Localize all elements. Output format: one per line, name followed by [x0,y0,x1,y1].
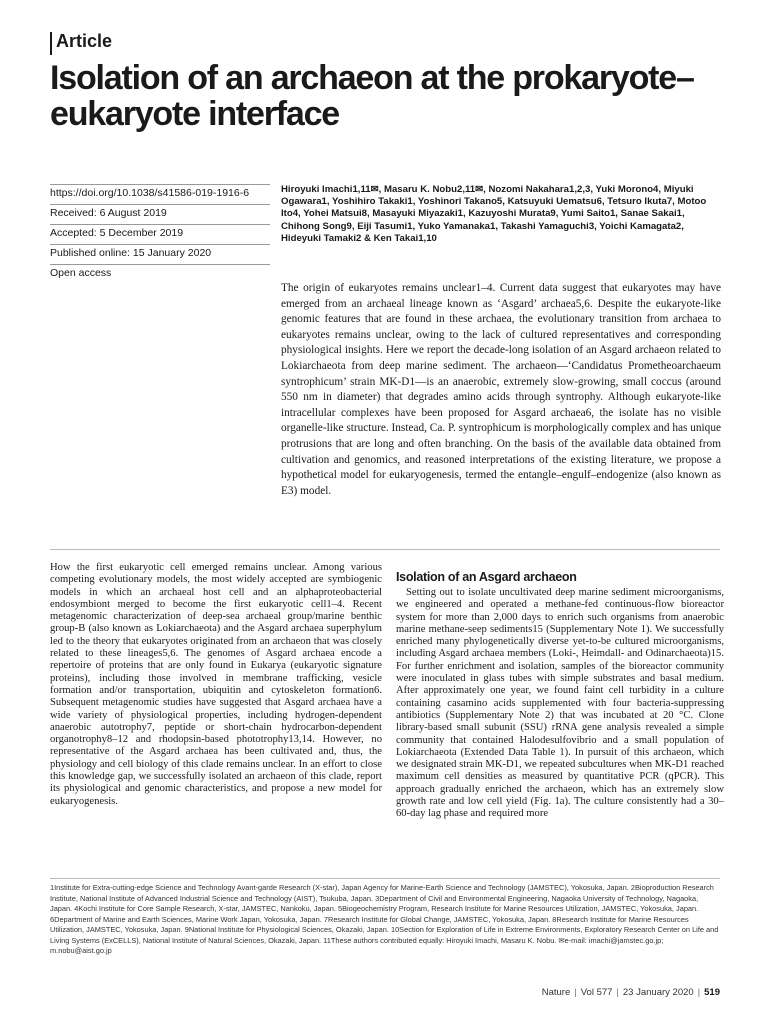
published-date: Published online: 15 January 2020 [50,244,270,261]
section-divider [50,549,720,550]
paper-title: Isolation of an archaeon at the prokaryote–eukaryote interface [50,59,694,133]
section-heading: Isolation of an Asgard archaeon [396,570,577,584]
section-body: Setting out to isolate uncultivated deep marine sediment microorganisms, we engineered and operated a methane-fed continuous-flow bioreactor system for more than 2,000 days to enrich such organisms from anaerobic marine methane-seep sediments15 (Supplementary Note 1). We successfully enriched many phylogenetically diverse yet-to-be cultured microorganisms, including Asgard archaea members (Loki-, Heimdall- and Odinarchaeota)15. For further enrichment and isolation, samples of the bioreactor community were inoculated in glass tubes with simple substrates and basal medium. After approximately one year, we found faint cell turbidity in a culture containing casamino acids supplemented with four bacteria-suppressing antibiotics (Supplementary Note 2) that was incubated at 20 °C. Clone library-based small subunit (SSU) rRNA gene analysis revealed a simple community that contained Halodesulfovibrio and a small population of Lokiarchaeota (Extended Data Table 1). In pursuit of this archaeon, which we designated strain MK-D1, we repeated subcultures when MK-D1 reached maximum cell densities as measured by quantitative PCR (qPCR). This approach gradually enriched the archaeon, which has an extremely slow growth rate and low cell yield (Fig. 1a). The culture consistently had a 30–60-day lag phase and required more [396,587,724,820]
header-rule [50,32,52,55]
article-metadata [50,184,270,281]
journal-name: Nature [541,987,571,998]
volume: Vol 577 [580,987,613,998]
doi-link[interactable]: https://doi.org/10.1038/s41586-019-1916-6 [50,184,270,201]
page-number: 519 [704,987,720,998]
intro-paragraph: How the first eukaryotic cell emerged remains unclear. Among various competing evolutionary models, the most widely accepted are symbiogenic models in which an archaeal host cell and an alphaproteobacterial endosymbiont merged to become the first eukaryotic cell1–4. Recent metagenomic characterization of deep-sea archaeal group/marine benthic group-B (also known as Lokiarchaeota) and the Asgard archaea superphylum led to the theory that eukaryotes originated from an archaeon that was closely related to these lineages5,6. The genomes of Asgard archaea encode a repertoire of proteins that are only found in Eukarya (eukaryotic signature proteins), including those involved in membrane trafficking, vesicle formation and/or transportation, ubiquitin and cytoskeleton formation6. Subsequent metagenomic studies have suggested that Asgard archaea have a wide variety of physiological properties, including hydrogen-dependent anaerobic autotrophy7, peptide or short-chain hydrocarbon-dependent organotrophy8–12 and rhodopsin-based phototrophy13,14. However, no representative of the Asgard archaea has been cultivated and, thus, the physiology and cell biology of this clade remains unclear. In an effort to close this knowledge gap, we successfully isolated an archaeon of this clade, report its physiological and genomic characteristics, and propose a new model for eukaryogenesis. [50,562,382,807]
page-footer: Nature | Vol 577 | 23 January 2020 | 519 [541,987,720,998]
article-type-label: Article [56,31,113,51]
footnote-divider [50,878,720,879]
issue-date: 23 January 2020 [622,987,694,998]
accepted-date: Accepted: 5 December 2019 [50,224,270,241]
author-list: Hiroyuki Imachi1,11✉, Masaru K. Nobu2,11✉, Nozomi Nakahara1,2,3, Yuki Morono4, Miyuki Ogawara1, Yoshihiro Takaki1, Yoshinori Takano5, Katsuyuki Uematsu6, Tetsuro Ikuta7, Motoo Ito4, Yohei Matsui8, Masayuki Miyazaki1, Kazuyoshi Murata9, Yumi Saito1, Sanae Sakai1, Chihong Song9, Eiji Tasumi1, Yuko Yamanaka1, Takashi Yamaguchi3, Yoichi Kamagata2, Hideyuki Tamaki2 & Ken Takai1,10 [281,184,707,244]
open-access-label[interactable]: Open access [50,264,270,281]
affiliations-footnote: 1Institute for Extra-cutting-edge Science and Technology Avant-garde Research (X-star), Japan Agency for Marine-Earth Science and Technology (JAMSTEC), Yokosuka, Japan. 2Bioproduction Research Institute, National Institute of Advanced Industrial Science and Technology (AIST), Tsukuba, Japan. 3Department of Civil and Environmental Engineering, Nagaoka University of Technology, Nagaoka, Japan. 4Kochi Institute for Core Sample Research, X-star, JAMSTEC, Nankoku, Japan. 5Biogeochemistry Program, Research Institute for Marine Resources Utilization, JAMSTEC, Yokosuka, Japan. 6Department of Marine and Earth Sciences, Marine Work Japan, Yokosuka, Japan. 7Research Institute for Global Change, JAMSTEC, Yokosuka, Japan. 8Research Institute for Marine Resources Utilization, JAMSTEC, Yokosuka, Japan. 9National Institute for Physiological Sciences, Okazaki, Japan. 10Section for Exploration of Life in Extreme Environments, Exploratory Research Center on Life and Living Systems (ExCELLS), National Institute of Natural Sciences, Okazaki, Japan. 11These authors contributed equally: Hiroyuki Imachi, Masaru K. Nobu. ✉e-mail: imachi@jamstec.go.jp; m.nobu@aist.go.jp [50,883,719,955]
abstract: The origin of eukaryotes remains unclear1–4. Current data suggest that eukaryotes may have emerged from an archaeal lineage known as ‘Asgard’ archaea5,6. Despite the eukaryote-like genomic features that are found in these archaea, the evolutionary transition from archaea to eukaryotes remains unclear, owing to the lack of cultured representatives and corresponding physiological insights. Here we report the decade-long isolation of an Asgard archaeon related to Lokiarchaeota from deep marine sediment. The archaeon—‘Candidatus Prometheoarchaeum syntrophicum’ strain MK-D1—is an anaerobic, extremely slow-growing, small coccus (around 550 nm in diameter) that degrades amino acids through syntrophy. Although eukaryote-like intracellular complexes have been proposed for Asgard archaea6, the isolate has no visible organelle-like structure. Instead, Ca. P. syntrophicum is morphologically complex and has unique protrusions that are long and often branching. On the basis of the available data obtained from cultivation and genomics, and reasoned interpretations of the existing literature, we propose a hypothetical model for eukaryogenesis, termed the entangle–engulf–endogenize (also known as E3) model. [281,282,721,497]
received-date: Received: 6 August 2019 [50,204,270,221]
